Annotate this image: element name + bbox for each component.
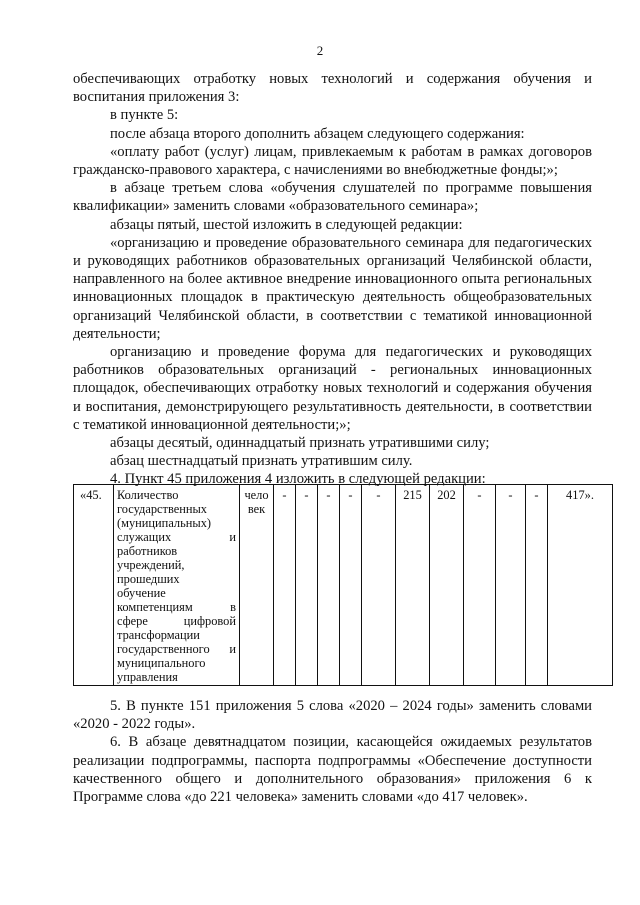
document-body-continued <box>73 697 592 806</box>
table-cell-value: - <box>340 485 362 686</box>
paragraph: обеспечивающих отработку новых технологий и содержания обучения и воспитания приложения 3: <box>73 71 592 106</box>
paragraph: «организацию и проведение образовательного семинара для педагогических и руководящих работников образовательных организаций Челябинской области, направленного на более активное внедрение инновационного опыта региональных инновационных площадок в практическую деятельность общеобразовательных организаций Челябинской области, в соответствии с тематикой инновационной деятельности; <box>73 234 592 342</box>
table-cell-description <box>114 485 240 686</box>
description-line: государственных <box>117 502 208 516</box>
description-line: муниципального <box>117 656 206 670</box>
description-line: (муниципальных) <box>117 516 212 530</box>
table-cell-value: 417». <box>548 485 613 686</box>
table-cell-unit <box>240 485 274 686</box>
description-line: работников <box>117 544 178 558</box>
table-row <box>74 485 613 686</box>
table-cell-value: - <box>274 485 296 686</box>
table-cell-value: - <box>496 485 526 686</box>
table-cell-value: 202 <box>430 485 464 686</box>
table-cell-value: - <box>296 485 318 686</box>
description-line: обучение <box>117 586 166 600</box>
paragraph: абзацы пятый, шестой изложить в следующей редакции: <box>110 216 463 233</box>
unit-line: век <box>247 502 266 516</box>
paragraph: 5. В пункте 151 приложения 5 слова «2020 – 2024 годы» заменить словами «2020 - 2022 годы». <box>73 698 592 733</box>
paragraph: «оплату работ (услуг) лицам, привлекаемым к работам в рамках договоров гражданско-правового характера, с начислениями во внебюджетные фонды;»; <box>73 143 592 179</box>
table-cell-position: «45. <box>74 485 114 686</box>
paragraph: 4. Пункт 45 приложения 4 изложить в следующей редакции: <box>110 471 486 488</box>
unit-line: чело <box>244 488 269 502</box>
paragraph: абзац шестнадцатый признать утратившим силу. <box>110 453 413 470</box>
description-line: сфере цифровой <box>117 614 236 628</box>
table-cell-value: - <box>318 485 340 686</box>
page-number: 2 <box>316 43 324 58</box>
description-line: прошедших <box>117 572 180 586</box>
document-body <box>73 70 592 489</box>
description-line: трансформации <box>117 628 200 642</box>
description-line: Количество <box>117 488 179 502</box>
table-cell-value: - <box>464 485 496 686</box>
paragraph: 6. В абзаце девятнадцатом позиции, касающейся ожидаемых результатов реализации подпрограммы, паспорта подпрограммы «Обеспечение доступности качественного общего и дополнительного образования» приложения 6 к Программе слова «до 221 человека» заменить словами «до 417 человек». <box>73 734 592 806</box>
paragraph: после абзаца второго дополнить абзацем следующего содержания: <box>110 125 525 142</box>
indicator-table <box>73 484 613 686</box>
paragraph: абзацы десятый, одиннадцатый признать утратившими силу; <box>110 435 490 452</box>
description-line: служащих и <box>117 530 236 544</box>
description-line: государственного и <box>117 642 236 656</box>
description-line: компетенциям в <box>117 600 236 614</box>
description-line: учреждений, <box>117 558 185 572</box>
table-cell-value: - <box>362 485 396 686</box>
paragraph: организацию и проведение форума для педагогических и руководящих работников образовательных организаций - региональных инновационных площадок, обеспечивающих отработку новых технологий и содержания обучения и воспитания, демонстрирующего результативность деятельности, в соответствии с тематикой инновационной деятельности;»; <box>73 344 592 433</box>
table-cell-value: - <box>526 485 548 686</box>
paragraph: в пункте 5: <box>110 107 179 124</box>
paragraph: в абзаце третьем слова «обучения слушателей по программе повышения квалификации» заменить словами «образовательного семинара»; <box>73 180 592 215</box>
description-line: управления <box>117 670 178 684</box>
table-cell-value: 215 <box>396 485 430 686</box>
